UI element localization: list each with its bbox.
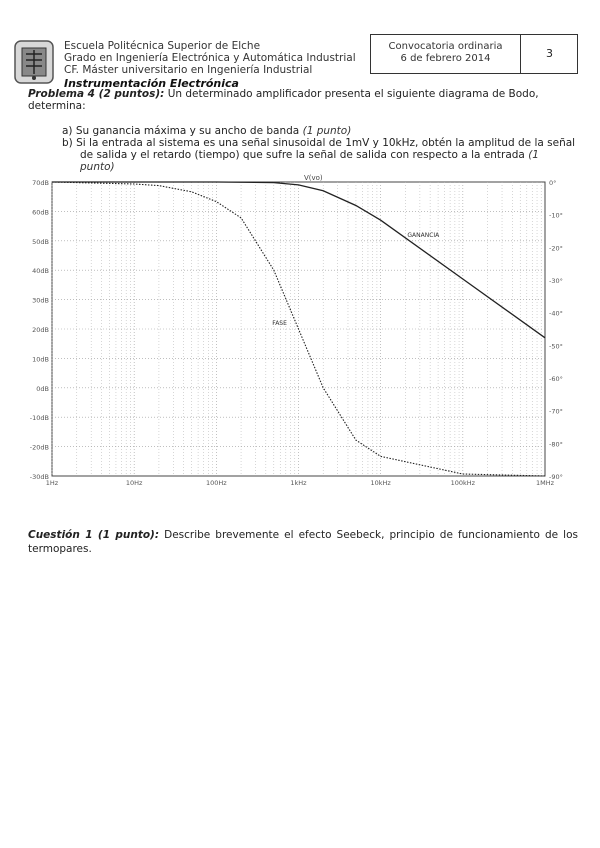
exam-session-cell	[371, 35, 521, 73]
right-axis-tick-label: -30°	[549, 277, 563, 285]
question-b	[62, 137, 576, 173]
degree-name: Grado en Ingeniería Electrónica y Automática Industrial	[64, 52, 356, 64]
question-b-text: Si la entrada al sistema es una señal sinusoidal de 1mV y 10kHz, obtén la amplitud de la señal de salida y el retardo (tiempo) que sufre la señal de salida con respecto a la entrada	[76, 137, 576, 161]
question-a-text: Su ganancia máxima y su ancho de banda	[75, 125, 300, 137]
left-axis-tick-label: 0dB	[36, 384, 49, 393]
question-b-points: (1 punto)	[80, 149, 539, 173]
cuestion-title: Cuestión 1 (1 punto):	[28, 529, 160, 541]
right-axis-tick-label: -20°	[549, 244, 563, 253]
problem-statement	[28, 88, 576, 112]
x-axis-tick-label: 10Hz	[125, 479, 143, 487]
right-axis-tick-label: -60°	[549, 375, 563, 383]
page-number: 3	[546, 47, 553, 60]
right-axis-tick-label: -50°	[549, 342, 563, 351]
left-axis-tick-label: 10dB	[32, 355, 49, 364]
school-header	[64, 40, 356, 76]
exam-info-box	[370, 34, 578, 74]
series-label-ganancia: GANANCIA	[407, 231, 440, 239]
cuestion-text: Describe brevemente el efecto Seebeck, principio de funcionamiento de los termopares.	[28, 529, 578, 555]
question-a	[62, 125, 572, 137]
left-axis-tick-label: -10dB	[29, 414, 49, 423]
right-axis-tick-label: -10°	[549, 211, 563, 220]
x-axis-tick-label: 100kHz	[450, 479, 476, 487]
x-axis-tick-label: 1Hz	[45, 479, 59, 487]
top-annotation: V(vo)	[303, 174, 323, 182]
x-axis-tick-label: 100Hz	[205, 479, 227, 487]
bode-diagram	[20, 170, 580, 490]
series-label-fase: FASE	[272, 320, 287, 327]
x-axis-tick-label: 1kHz	[290, 479, 307, 487]
left-axis-tick-label: 70dB	[32, 179, 49, 187]
problem-intro: Un determinado amplificador presenta el siguiente diagrama de Bodo, determina:	[28, 88, 539, 112]
master-name: CF. Máster universitario en Ingeniería Industrial	[64, 64, 313, 76]
university-seal-logo	[12, 38, 56, 86]
right-axis-tick-label: -40°	[549, 309, 563, 318]
right-axis-tick-label: -80°	[549, 440, 563, 449]
x-axis-tick-label: 10kHz	[370, 479, 391, 487]
exam-date: 6 de febrero 2014	[400, 53, 491, 64]
right-axis-tick-label: -70°	[549, 407, 563, 416]
left-axis-tick-label: -20dB	[29, 443, 49, 452]
question-a-label: a)	[62, 125, 73, 137]
x-axis-tick-label: 1MHz	[535, 479, 555, 487]
cuestion-1	[28, 528, 578, 556]
exam-session: Convocatoria ordinaria	[388, 41, 503, 52]
subject-title: Instrumentación Electrónica	[64, 77, 239, 90]
left-axis-tick-label: 30dB	[32, 296, 49, 305]
left-axis-tick-label: 50dB	[32, 237, 49, 246]
right-axis-tick-label: -90°	[549, 473, 563, 481]
problem-title: Problema 4 (2 puntos):	[28, 88, 165, 100]
left-axis-tick-label: 20dB	[32, 326, 49, 334]
question-b-label: b)	[62, 137, 73, 149]
school-name: Escuela Politécnica Superior de Elche	[64, 40, 261, 52]
left-axis-tick-label: 60dB	[32, 208, 49, 217]
right-axis-tick-label: 0°	[549, 179, 557, 187]
left-axis-tick-label: 40dB	[32, 267, 49, 276]
question-a-points: (1 punto)	[302, 125, 352, 137]
left-axis-tick-label: -30dB	[29, 473, 49, 481]
